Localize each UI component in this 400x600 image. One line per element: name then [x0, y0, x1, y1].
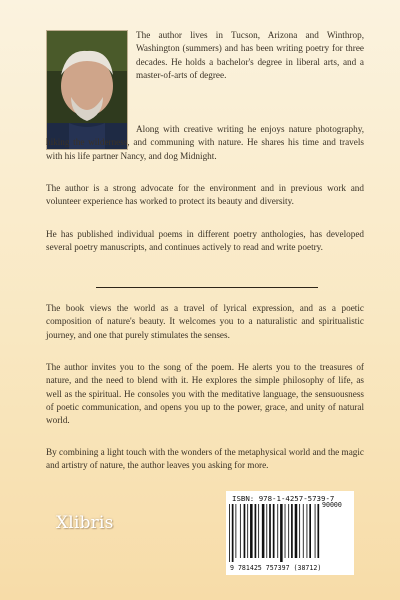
barcode-bar: [288, 504, 289, 558]
barcode-bar: [285, 504, 286, 558]
barcode-digits: 9 781425 757397 (38712): [230, 564, 322, 572]
barcode-bar: [273, 504, 275, 558]
section-divider: [96, 287, 318, 288]
barcode-bar: [244, 504, 246, 558]
barcode-bar: [307, 504, 308, 558]
barcode-bar: [247, 504, 248, 558]
barcode-bar: [258, 504, 259, 558]
barcode-bar: [291, 504, 293, 558]
book-description-paragraph-1: The book views the world as a travel of lyrical expression, and as a poetic composition of nature's beauty. It welcomes you to a naturalistic and spiritualistic journey, and one that purely stimulates the senses.: [46, 303, 364, 340]
author-bio-paragraph-2: Along with creative writing he enjoys nature photography, hiking the wilderness, and communing with nature. He shares his time and travels with his life partner Nancy, and dog Midnight.: [46, 124, 364, 161]
barcode-bar: [317, 504, 319, 558]
barcode-bar: [232, 504, 234, 562]
barcode-bar: [235, 504, 236, 558]
price-code: 90000: [322, 501, 342, 509]
author-bio-paragraph-4: He has published individual poems in different poetry anthologies, has developed several poetry manuscripts, and continues actively to read and write poetry.: [46, 229, 364, 253]
barcode-bars: [229, 504, 321, 562]
book-description-paragraph-3: By combining a light touch with the wonders of the metaphysical world and the magic and artistry of nature, the author leaves you asking for more.: [46, 447, 364, 471]
barcode-bar: [250, 504, 253, 558]
barcode-bar: [229, 504, 230, 562]
barcode-bar: [295, 504, 298, 558]
author-bio-paragraph-1: The author lives in Tucson, Arizona and Winthrop, Washington (summers) and has been writing poetry for three decades. He holds a bachelor's degree in liberal arts, and a master-of-arts of degree.: [136, 30, 364, 80]
isbn-barcode: [226, 491, 354, 575]
barcode-bar: [262, 504, 265, 558]
barcode-bar: [255, 504, 257, 558]
book-description-paragraph-2: The author invites you to the song of the poem. He alerts you to the treasures of nature, and the need to blend with it. He explores the simple philosophy of life, as well as the spiritual. He consoles you with the meditative language, the sensuousness of poetic communication, and opens you up to the power, grace, and unity of natural world.: [46, 362, 364, 426]
barcode-bar: [303, 504, 304, 558]
barcode-bar: [269, 504, 271, 558]
barcode-bar: [266, 504, 267, 558]
barcode-bar: [309, 504, 311, 558]
barcode-bar: [277, 504, 278, 558]
publisher-logo: Xlibris: [56, 513, 114, 533]
barcode-bar: [240, 504, 241, 558]
barcode-bar: [280, 504, 283, 562]
author-bio-paragraph-3: The author is a strong advocate for the environment and in previous work and volunteer experience has worked to protect its beauty and diversity.: [46, 183, 364, 207]
barcode-bar: [315, 504, 316, 558]
isbn-label: ISBN: 978-1-4257-5739-7: [232, 494, 335, 503]
barcode-bar: [299, 504, 300, 558]
